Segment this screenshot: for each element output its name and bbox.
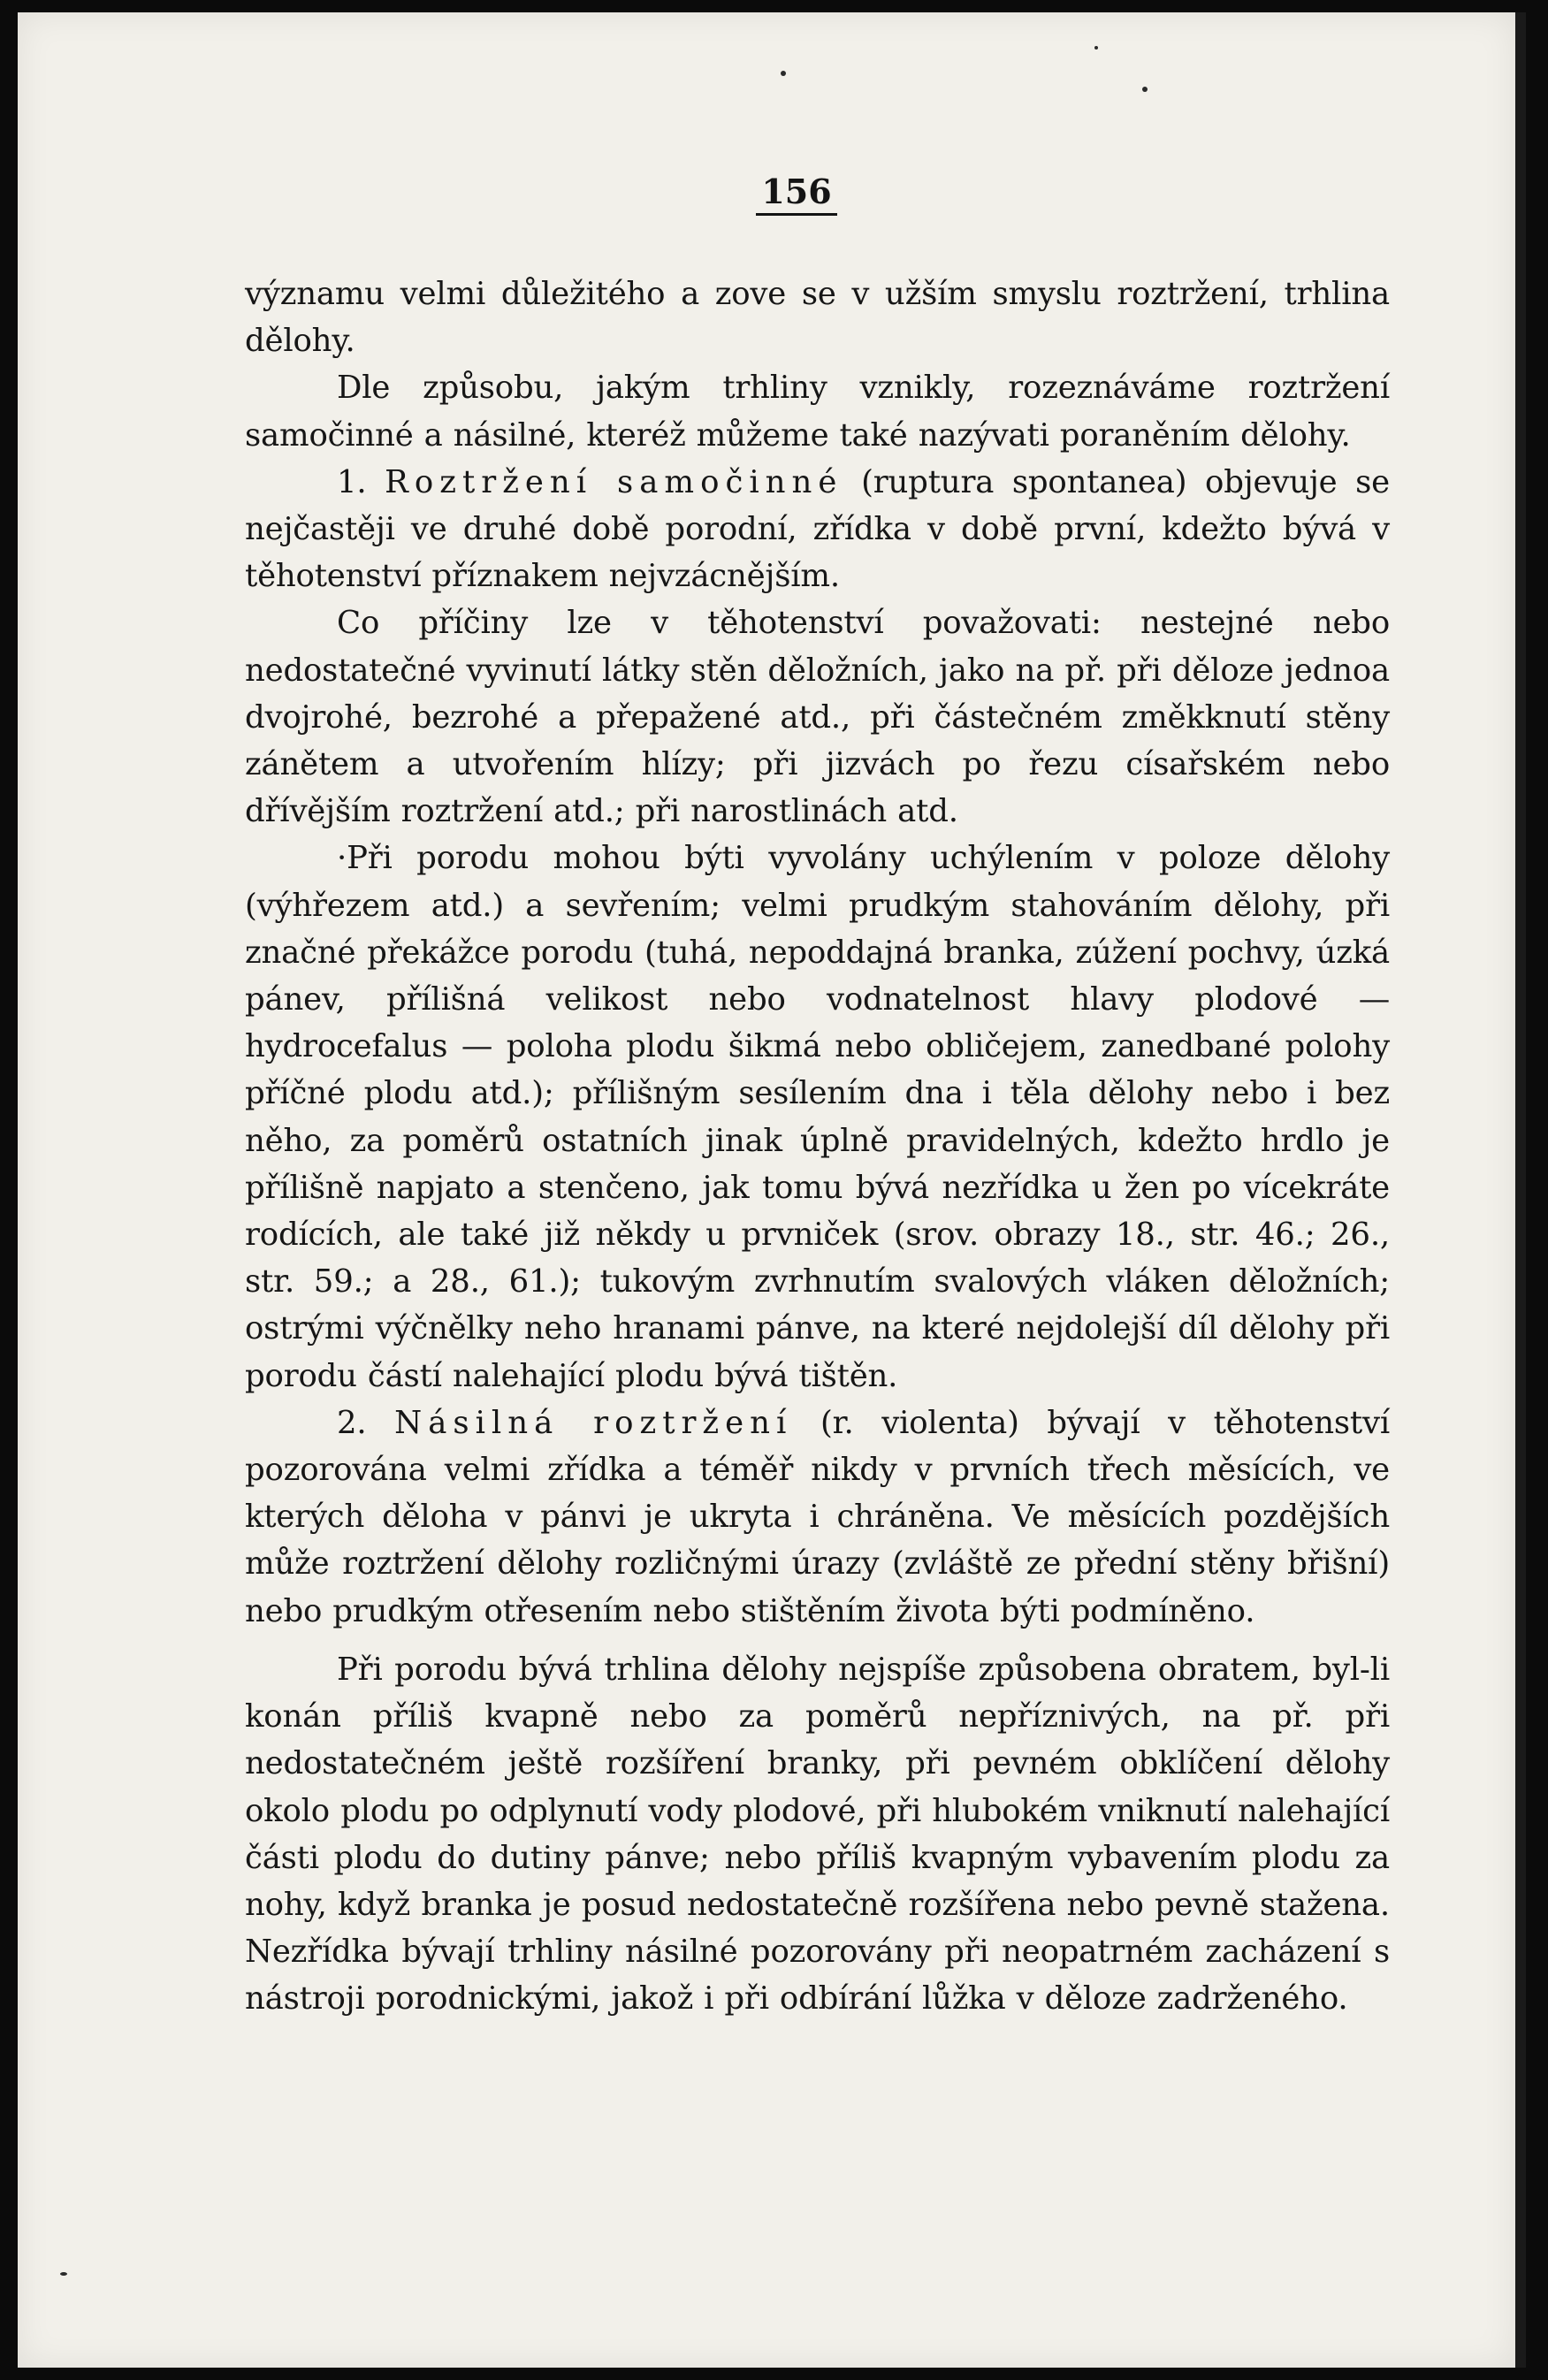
scan-edge — [1515, 12, 1526, 2368]
paragraph-3-heading: Roztržení samočinné — [385, 463, 843, 500]
page-speck — [60, 2272, 67, 2276]
page-number-value: 156 — [756, 172, 836, 216]
paragraph-6-text: (r. violenta) bývají v těhotenství pozorována velmi zřídka a téměř nikdy v prvních třech měsících, ve kterých děloha v pánvi je ukryta i chráněna. Ve měsících pozdějších může roztržení dělohy rozličnými úrazy (zvláště ze přední stěny břišní) nebo prudkým otřesením nebo stištěním života býti podmíněno. — [245, 1404, 1390, 1629]
paragraph-5: ·Při porodu mohou býti vyvolány uchýlením v poloze dělohy (výhřezem atd.) a sevřením; velmi prudkým stahováním dělohy, při značné překážce porodu (tuhá, nepoddajná branka, zúžení pochvy, úzká pánev, přílišná velikost nebo vodnatelnost hlavy plodové — hydrocefalus — poloha plodu šikmá nebo obličejem, zanedbané polohy příčné plodu atd.); přílišným sesílením dna i těla dělohy nebo i bez něho, za poměrů ostatních jinak úplně pravidelných, kdežto hrdlo je přílišně napjato a stenčeno, jak tomu bývá nezřídka u žen po vícekráte rodících, ale také již někdy u prvniček (srov. obrazy 18., str. 46.; 26., str. 59.; a 28., 61.); tukovým zvrhnutím svalových vláken děložních; ostrými výčnělky neho hranami pánve, na které nejdolejší díl dělohy při porodu částí nalehající plodu bývá tištěn. — [245, 840, 1390, 1394]
paragraph-4: Co příčiny lze v těhotenství považovati: nestejné nebo nedostatečné vyvinutí látky stěn děložních, jako na př. při děloze jednoa dvojrohé, bezrohé a přepažené atd., při částečném změkknutí stěny zánětem a utvořením hlízy; při jizvách po řezu císařském nebo dřívějším roztržení atd.; při narostlinách atd. — [245, 605, 1390, 830]
page-speck — [1142, 87, 1148, 92]
paragraph-6-heading: Násilná roztržení — [394, 1404, 793, 1441]
paragraph-3-text: (ruptura spontanea) objevuje se nejčastěji ve druhé době porodní, zřídka v době první, kdežto bývá v těhotenství příznakem nejvzácnějším. — [245, 463, 1390, 595]
book-page — [18, 12, 1515, 2368]
paragraph-3 — [245, 459, 1390, 600]
page-speck — [781, 71, 786, 76]
paragraph-7: Při porodu bývá trhlina dělohy nejspíše způsobena obratem, byl-li konán příliš kvapně nebo za poměrů nepříznivých, na př. při nedostatečném ještě rozšíření branky, při pevném obklíčení dělohy okolo plodu po odplynutí vody plodové, při hlubokém vniknutí nalehající části plodu do dutiny pánve; nebo příliš kvapným vybavením plodu za nohy, když branka je posud nedostatečně rozšířena nebo pevně stažena. Nezřídka bývají trhliny násilné pozorovány při neopatrném zacházení s nástroji porodnickými, jakož i při odbírání lůžka v děloze zadrženého. — [245, 1651, 1390, 2018]
paragraph-1: významu velmi důležitého a zove se v užším smyslu roztržení, trhlina dělohy. — [245, 276, 1390, 360]
paragraph-6-number: 2. — [337, 1404, 367, 1441]
page-number — [18, 172, 1515, 216]
paragraph-3-number: 1. — [337, 463, 367, 500]
page-speck — [1094, 46, 1098, 50]
paragraph-6 — [245, 1400, 1390, 1635]
paragraph-2: Dle způsobu, jakým trhliny vznikly, rozeznáváme roztržení samočinné a násilné, kteréž můžeme také nazývati poraněním dělohy. — [245, 370, 1390, 454]
body-text — [245, 271, 1390, 2023]
